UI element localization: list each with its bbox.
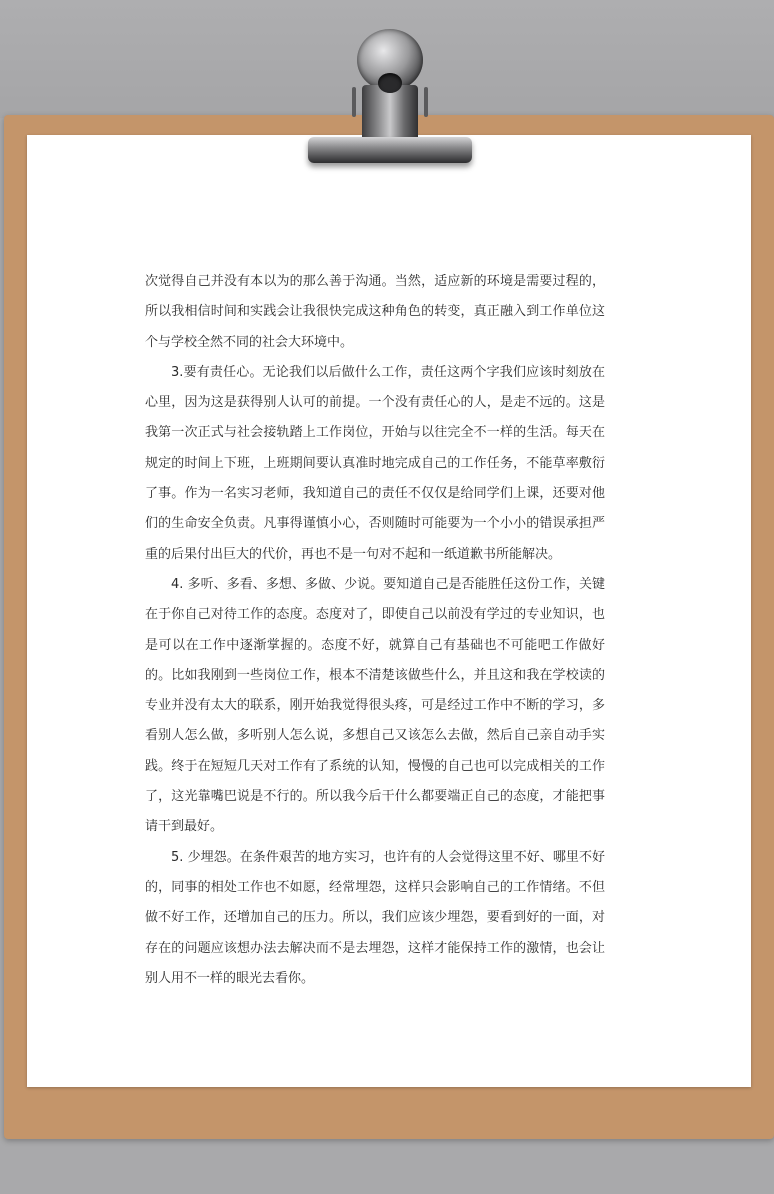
paragraph-2: 3.要有责任心。无论我们以后做什么工作，责任这两个字我们应该时刻放在心里，因为这是获得别人认可的前提。一个没有责任心的人，是走不远的。这是我第一次正式与社会接轨踏上工作岗位，开始与以往完全不一样的生活。每天在规定的时间上下班，上班期间要认真准时地完成自己的工作任务，不能草率敷衍了事。作为一名实习老师，我知道自己的责任不仅仅是给同学们上课，还要对他们的生命安全负责。凡事得谨慎小心，否则随时可能要为一个小小的错误承担严重的后果付出巨大的代价，再也不是一句对不起和一纸道歉书所能解决。 [145,364,605,562]
clip-base [308,137,472,163]
binder-clip-icon [300,25,480,175]
clip-wire-right [424,87,428,117]
clip-wire-left [352,87,356,117]
paragraph-1: 次觉得自己并没有本以为的那么善于沟通。当然，适应新的环境是需要过程的，所以我相信时间和实践会让我很快完成这种角色的转变，真正融入到工作单位这个与学校全然不同的社会大环境中。 [145,274,605,350]
paragraph-3: 4. 多听、多看、多想、多做、少说。要知道自己是否能胜任这份工作，关键在于你自己对待工作的态度。态度对了，即使自己以前没有学过的专业知识，也是可以在工作中逐渐掌握的。态度不好，就算自己有基础也不可能吧工作做好的。比如我刚到一些岗位工作，根本不清楚该做些什么，并且这和我在学校读的专业并没有太大的联系，刚开始我觉得很头疼，可是经过工作中不断的学习，多看别人怎么做，多听别人怎么说，多想自己又该怎么去做，然后自己亲自动手实践。终于在短短几天对工作有了系统的认知，慢慢的自己也可以完成相关的工作了，这光靠嘴巴说是不行的。所以我今后干什么都要端正自己的态度，才能把事请干到最好。 [145,576,605,835]
paragraph-4: 5. 少埋怨。在条件艰苦的地方实习，也许有的人会觉得这里不好、哪里不好的，同事的相处工作也不如愿，经常埋怨，这样只会影响自己的工作情绪。不但做不好工作，还增加自己的压力。所以，我们应该少埋怨，要看到好的一面，对存在的问题应该想办法去解决而不是去埋怨，这样才能保持工作的激情，也会让别人用不一样的眼光去看你。 [145,849,605,986]
clip-hole [378,73,402,93]
document-body [145,267,605,994]
